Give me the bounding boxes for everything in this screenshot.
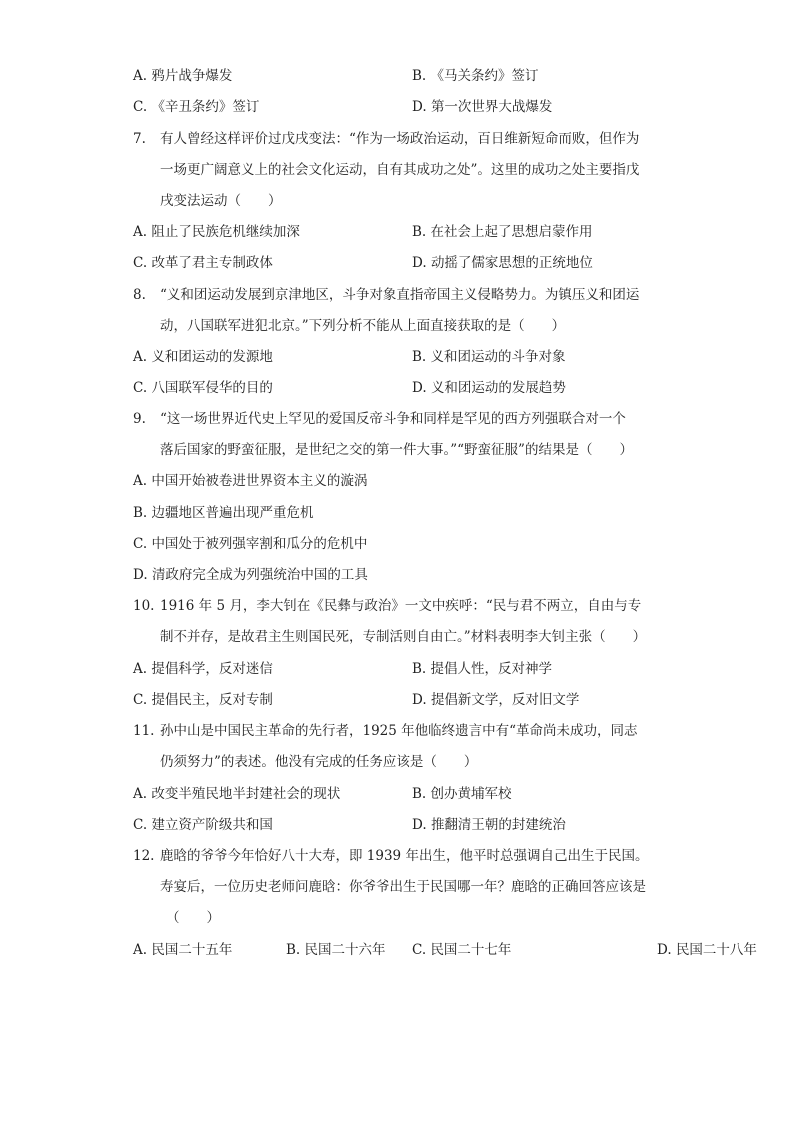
q10-stem-line-1: 1916 年 5 月，李大钊在《民彝与政治》一文中疾呼：“民与君不两立，自由与专 bbox=[160, 598, 642, 614]
q7-option-d bbox=[412, 254, 593, 272]
option-text: 提倡民主，反对专制 bbox=[151, 692, 273, 708]
option-text: 提倡新文学，反对旧文学 bbox=[430, 692, 580, 708]
q7-option-c bbox=[133, 254, 273, 272]
option-letter: A. bbox=[133, 942, 148, 958]
option-text: 边疆地区普遍出现严重危机 bbox=[151, 505, 314, 521]
option-letter: B. bbox=[286, 942, 301, 958]
q12-stem-line-3: （ ） bbox=[166, 910, 220, 926]
q12-number: 12. bbox=[133, 848, 155, 864]
q11-number: 11. bbox=[133, 723, 155, 739]
q10-option-c bbox=[133, 691, 273, 709]
option-text: 民国二十六年 bbox=[304, 942, 386, 958]
q6-option-b bbox=[412, 67, 539, 85]
q6-option-c bbox=[133, 98, 259, 116]
option-letter: B. bbox=[412, 224, 427, 240]
q7-number: 7. bbox=[133, 131, 146, 147]
q8-number: 8. bbox=[133, 287, 146, 303]
option-text: 提倡科学，反对迷信 bbox=[151, 661, 273, 677]
q8-stem-line-2: 动，八国联军进犯北京。”下列分析不能从上面直接获取的是（ ） bbox=[160, 318, 566, 334]
option-letter: C. bbox=[412, 942, 427, 958]
q11-option-b bbox=[412, 785, 512, 803]
q8-option-c bbox=[133, 379, 273, 397]
q7-stem-line-3: 戌变法运动（ ） bbox=[160, 193, 282, 209]
q7-stem-line-2: 一场更广阔意义上的社会文化运动，自有其成功之处”。这里的成功之处主要指戊 bbox=[160, 162, 640, 178]
q11-option-d bbox=[412, 816, 566, 834]
q9-option-b bbox=[133, 504, 314, 522]
option-text: 鸦片战争爆发 bbox=[151, 68, 233, 84]
option-text: 第一次世界大战爆发 bbox=[430, 99, 553, 115]
option-text: 在社会上起了思想启蒙作用 bbox=[430, 224, 593, 240]
option-text: 《马关条约》签订 bbox=[430, 68, 539, 84]
q12-option-a bbox=[133, 941, 232, 959]
q8-option-a bbox=[133, 348, 273, 366]
q7-option-a bbox=[133, 223, 300, 241]
option-letter: A. bbox=[133, 68, 148, 84]
option-text: 改革了君主专制政体 bbox=[151, 255, 273, 271]
q9-option-a bbox=[133, 472, 367, 490]
option-text: 阻止了民族危机继续加深 bbox=[151, 224, 300, 240]
option-text: 改变半殖民地半封建社会的现状 bbox=[151, 786, 341, 802]
option-text: 提倡人性，反对神学 bbox=[430, 661, 553, 677]
q11-option-c bbox=[133, 816, 273, 834]
option-letter: B. bbox=[412, 349, 427, 365]
option-letter: D. bbox=[412, 99, 427, 115]
q10-option-a bbox=[133, 660, 273, 678]
option-letter: C. bbox=[133, 99, 148, 115]
option-text: 义和团运动的发源地 bbox=[151, 349, 273, 365]
q10-stem-line-2: 制不并存，是故君主生则国民死，专制活则自由亡。”材料表明李大钊主张（ ） bbox=[160, 629, 647, 645]
option-letter: A. bbox=[133, 224, 148, 240]
q10-option-b bbox=[412, 660, 552, 678]
q11-stem-line-1: 孙中山是中国民主革命的先行者，1925 年他临终遗言中有“革命尚未成功，同志 bbox=[160, 723, 638, 739]
q11-stem-line-2: 仍须努力”的表述。他没有完成的任务应该是（ ） bbox=[160, 754, 478, 770]
option-letter: D. bbox=[657, 942, 672, 958]
option-text: 民国二十五年 bbox=[151, 942, 233, 958]
q9-stem-line-2: 落后国家的野蛮征服，是世纪之交的第一件大事。”“野蛮征服”的结果是（ ） bbox=[160, 442, 633, 458]
q8-option-b bbox=[412, 348, 566, 366]
option-letter: A. bbox=[133, 786, 148, 802]
option-letter: B. bbox=[133, 505, 148, 521]
option-letter: D. bbox=[133, 567, 148, 583]
option-text: 中国处于被列强宰割和瓜分的危机中 bbox=[151, 536, 368, 552]
q12-stem-line-2: 寿宴后，一位历史老师问鹿晗：你爷爷出生于民国哪一年？鹿晗的正确回答应该是 bbox=[160, 879, 646, 895]
option-letter: D. bbox=[412, 692, 427, 708]
q6-option-a bbox=[133, 67, 232, 85]
option-text: 建立资产阶级共和国 bbox=[151, 817, 273, 833]
q11-option-a bbox=[133, 785, 340, 803]
option-letter: D. bbox=[412, 380, 427, 396]
q6-option-d bbox=[412, 98, 552, 116]
option-letter: A. bbox=[133, 473, 148, 489]
q9-number: 9. bbox=[133, 411, 146, 427]
option-text: 民国二十八年 bbox=[675, 942, 757, 958]
q8-stem-line-1: “义和团运动发展到京津地区，斗争对象直指帝国主义侵略势力。为镇压义和团运 bbox=[160, 287, 640, 303]
option-text: 清政府完全成为列强统治中国的工具 bbox=[151, 567, 368, 583]
option-letter: A. bbox=[133, 661, 148, 677]
option-text: 义和团运动的斗争对象 bbox=[430, 349, 566, 365]
option-letter: D. bbox=[412, 255, 427, 271]
option-letter: C. bbox=[133, 536, 148, 552]
option-letter: B. bbox=[412, 68, 427, 84]
option-letter: D. bbox=[412, 817, 427, 833]
option-letter: C. bbox=[133, 817, 148, 833]
q12-option-b bbox=[286, 941, 386, 959]
option-text: 民国二十七年 bbox=[430, 942, 512, 958]
option-text: 义和团运动的发展趋势 bbox=[430, 380, 566, 396]
q8-option-d bbox=[412, 379, 566, 397]
option-text: 动摇了儒家思想的正统地位 bbox=[430, 255, 593, 271]
option-text: 推翻清王朝的封建统治 bbox=[430, 817, 566, 833]
option-text: 中国开始被卷进世界资本主义的漩涡 bbox=[151, 473, 368, 489]
q12-stem-line-1: 鹿晗的爷爷今年恰好八十大寿，即 1939 年出生，他平时总强调自己出生于民国。 bbox=[160, 848, 649, 864]
q10-number: 10. bbox=[133, 598, 155, 614]
q12-option-d bbox=[657, 941, 757, 959]
option-letter: B. bbox=[412, 661, 427, 677]
q7-stem-line-1: 有人曾经这样评价过戊戌变法：“作为一场政治运动，百日维新短命而败，但作为 bbox=[160, 131, 640, 147]
option-letter: C. bbox=[133, 380, 148, 396]
option-text: 创办黄埔军校 bbox=[430, 786, 512, 802]
q9-stem-line-1: “这一场世界近代史上罕见的爱国反帝斗争和同样是罕见的西方列强联合对一个 bbox=[160, 411, 626, 427]
q7-option-b bbox=[412, 223, 593, 241]
q10-option-d bbox=[412, 691, 579, 709]
option-letter: A. bbox=[133, 349, 148, 365]
option-text: 《辛丑条约》签订 bbox=[151, 99, 260, 115]
q9-option-d bbox=[133, 566, 368, 584]
option-letter: B. bbox=[412, 786, 427, 802]
option-letter: C. bbox=[133, 692, 148, 708]
q9-option-c bbox=[133, 535, 367, 553]
q12-option-c bbox=[412, 941, 511, 959]
option-text: 八国联军侵华的目的 bbox=[151, 380, 273, 396]
option-letter: C. bbox=[133, 255, 148, 271]
